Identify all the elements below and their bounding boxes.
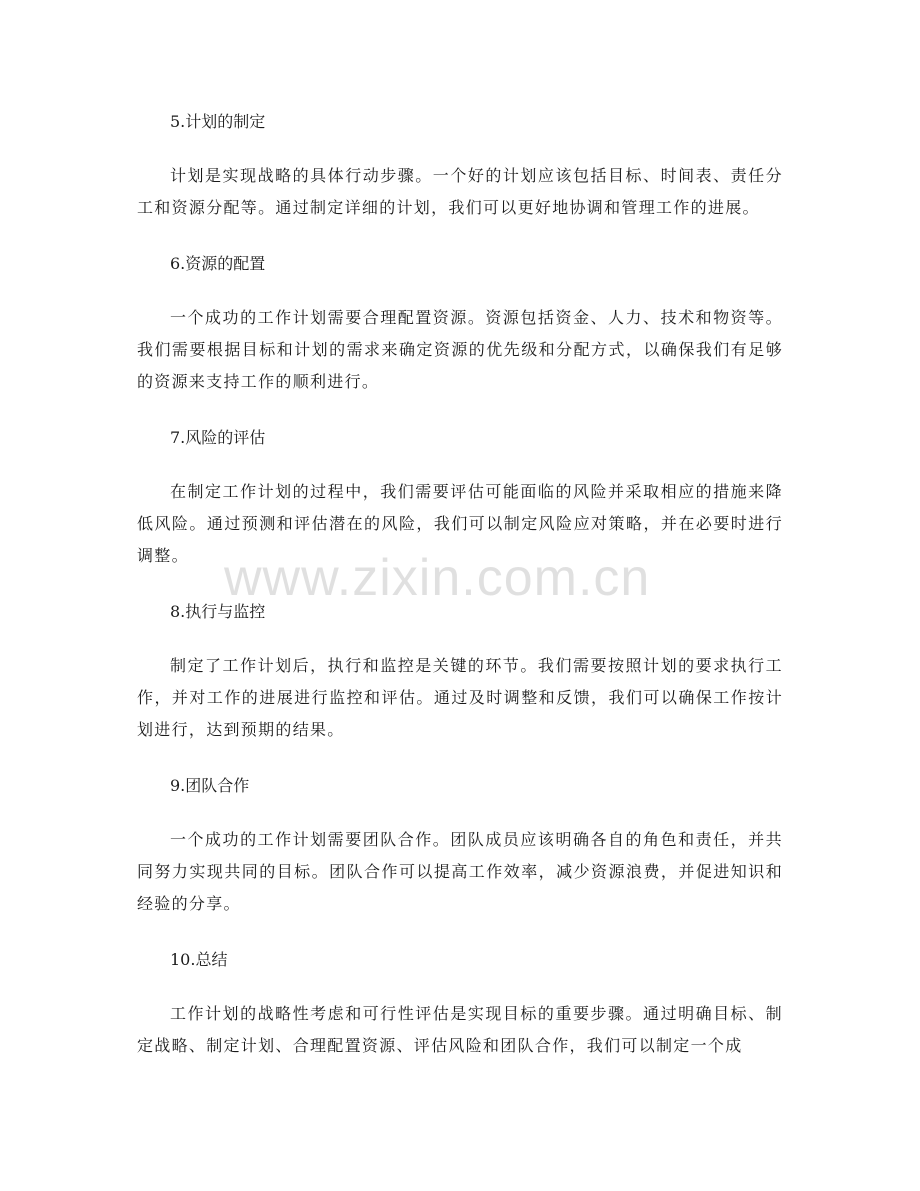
section-8 (137, 596, 783, 746)
section-5 (137, 106, 783, 224)
section-10 (137, 944, 783, 1062)
section-paragraph: 制定了工作计划后，执行和监控是关键的环节。我们需要按照计划的要求执行工作，并对工作的进展进行监控和评估。通过及时调整和反馈，我们可以确保工作按计划进行，达到预期的结果。 (137, 656, 783, 739)
section-paragraph: 在制定工作计划的过程中，我们需要评估可能面临的风险并采取相应的措施来降低风险。通过预测和评估潜在的风险，我们可以制定风险应对策略，并在必要时进行调整。 (137, 482, 783, 565)
section-heading: 7.风险的评估 (170, 428, 266, 447)
document-content (137, 106, 783, 1086)
section-7 (137, 422, 783, 572)
section-heading: 9.团队合作 (170, 776, 250, 795)
section-heading: 10.总结 (170, 950, 228, 969)
section-paragraph: 一个成功的工作计划需要团队合作。团队成员应该明确各自的角色和责任，并共同努力实现共同的目标。团队合作可以提高工作效率，减少资源浪费，并促进知识和经验的分享。 (137, 830, 783, 913)
section-9 (137, 770, 783, 920)
section-heading: 5.计划的制定 (170, 112, 266, 131)
section-heading: 6.资源的配置 (170, 254, 266, 273)
section-6 (137, 248, 783, 398)
section-heading: 8.执行与监控 (170, 602, 266, 621)
section-paragraph: 工作计划的战略性考虑和可行性评估是实现目标的重要步骤。通过明确目标、制定战略、制定计划、合理配置资源、评估风险和团队合作，我们可以制定一个成 (137, 1004, 783, 1055)
watermark: www.zixin.com.cn (224, 549, 651, 607)
section-paragraph: 一个成功的工作计划需要合理配置资源。资源包括资金、人力、技术和物资等。我们需要根据目标和计划的需求来确定资源的优先级和分配方式，以确保我们有足够的资源来支持工作的顺利进行。 (137, 308, 783, 391)
section-paragraph: 计划是实现战略的具体行动步骤。一个好的计划应该包括目标、时间表、责任分工和资源分配等。通过制定详细的计划，我们可以更好地协调和管理工作的进展。 (137, 166, 783, 217)
